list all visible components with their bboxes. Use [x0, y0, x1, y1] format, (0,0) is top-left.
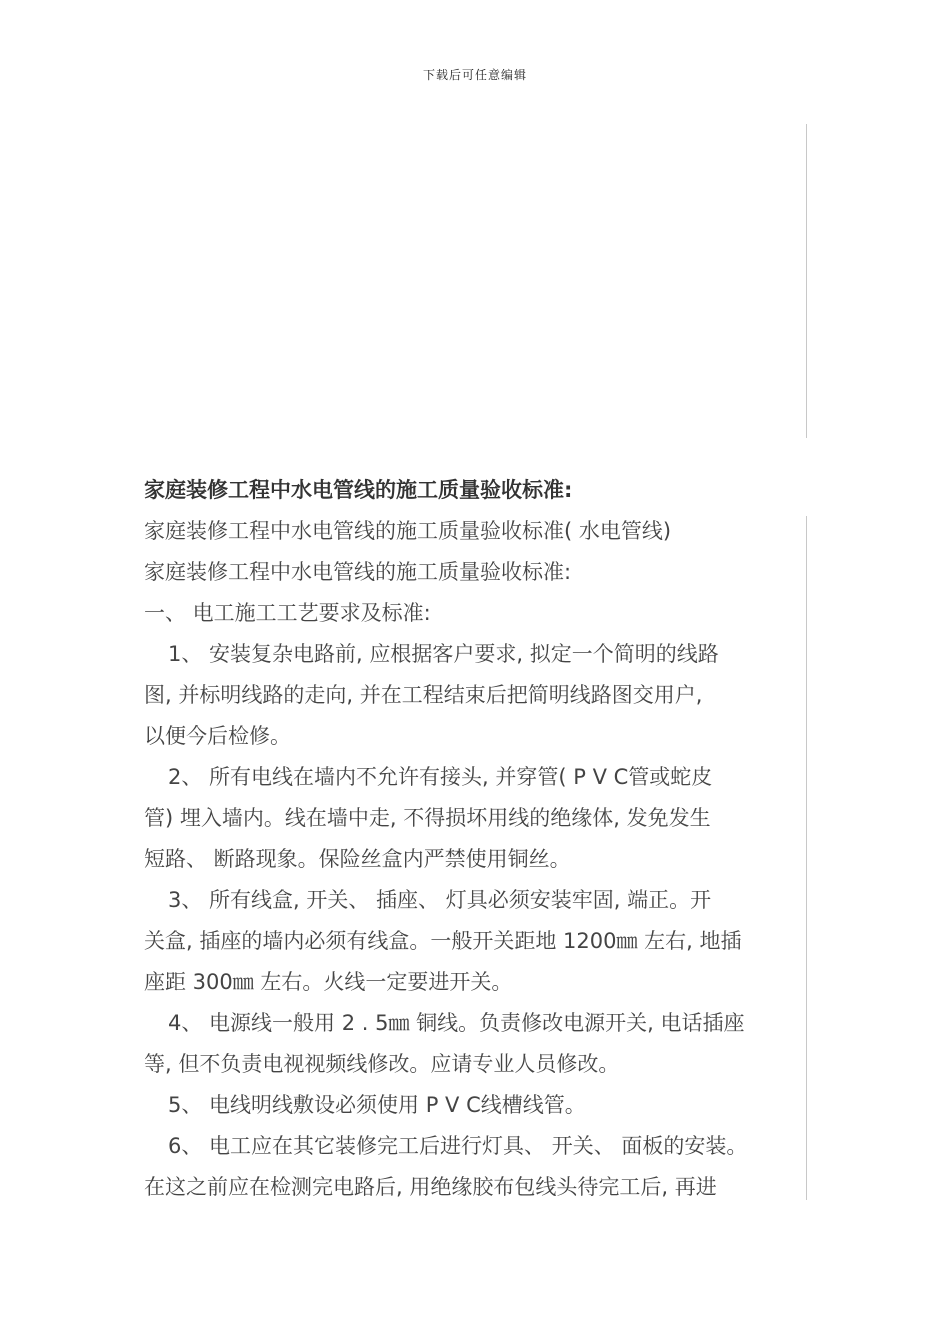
paragraph-line: 3、 所有线盒, 开关、 插座、 灯具必须安装牢固, 端正。开 [168, 888, 712, 912]
document-subtitle: 家庭装修工程中水电管线的施工质量验收标准( 水电管线) [144, 519, 672, 543]
paragraph-line: 短路、 断路现象。保险丝盒内严禁使用铜丝。 [144, 847, 571, 871]
paragraph-line: 2、 所有电线在墙内不允许有接头, 并穿管( P V C管或蛇皮 [168, 765, 713, 789]
margin-line-top [806, 124, 807, 438]
paragraph-line: 4、 电源线一般用 2 . 5㎜ 铜线。负责修改电源开关, 电话插座 [168, 1011, 745, 1035]
paragraph-line: 5、 电线明线敷设必须使用 P V C线槽线管。 [168, 1093, 586, 1117]
paragraph-line: 管) 埋入墙内。线在墙中走, 不得损坏用线的绝缘体, 发免发生 [144, 806, 711, 830]
paragraph-line: 1、 安装复杂电路前, 应根据客户要求, 拟定一个简明的线路 [168, 642, 719, 666]
paragraph-line: 图, 并标明线路的走向, 并在工程结束后把简明线路图交用户, [144, 683, 703, 707]
paragraph-line: 在这之前应在检测完电路后, 用绝缘胶布包线头待完工后, 再进 [144, 1175, 717, 1199]
paragraph-line: 关盒, 插座的墙内必须有线盒。一般开关距地 1200㎜ 左右, 地插 [144, 929, 742, 953]
paragraph-line: 座距 300㎜ 左右。火线一定要进开关。 [144, 970, 513, 994]
margin-line-body [806, 516, 807, 1200]
section-heading: 一、 电工施工工艺要求及标准: [144, 601, 431, 625]
paragraph-line: 6、 电工应在其它装修完工后进行灯具、 开关、 面板的安装。 [168, 1134, 748, 1158]
paragraph-line: 等, 但不负责电视视频线修改。应请专业人员修改。 [144, 1052, 620, 1076]
document-title: 家庭装修工程中水电管线的施工质量验收标准: [144, 478, 573, 502]
paragraph-line: 以便今后检修。 [144, 724, 291, 748]
page-header-note: 下载后可任意编辑 [422, 68, 527, 82]
document-body [144, 470, 804, 1208]
document-subheading: 家庭装修工程中水电管线的施工质量验收标准: [144, 560, 572, 584]
